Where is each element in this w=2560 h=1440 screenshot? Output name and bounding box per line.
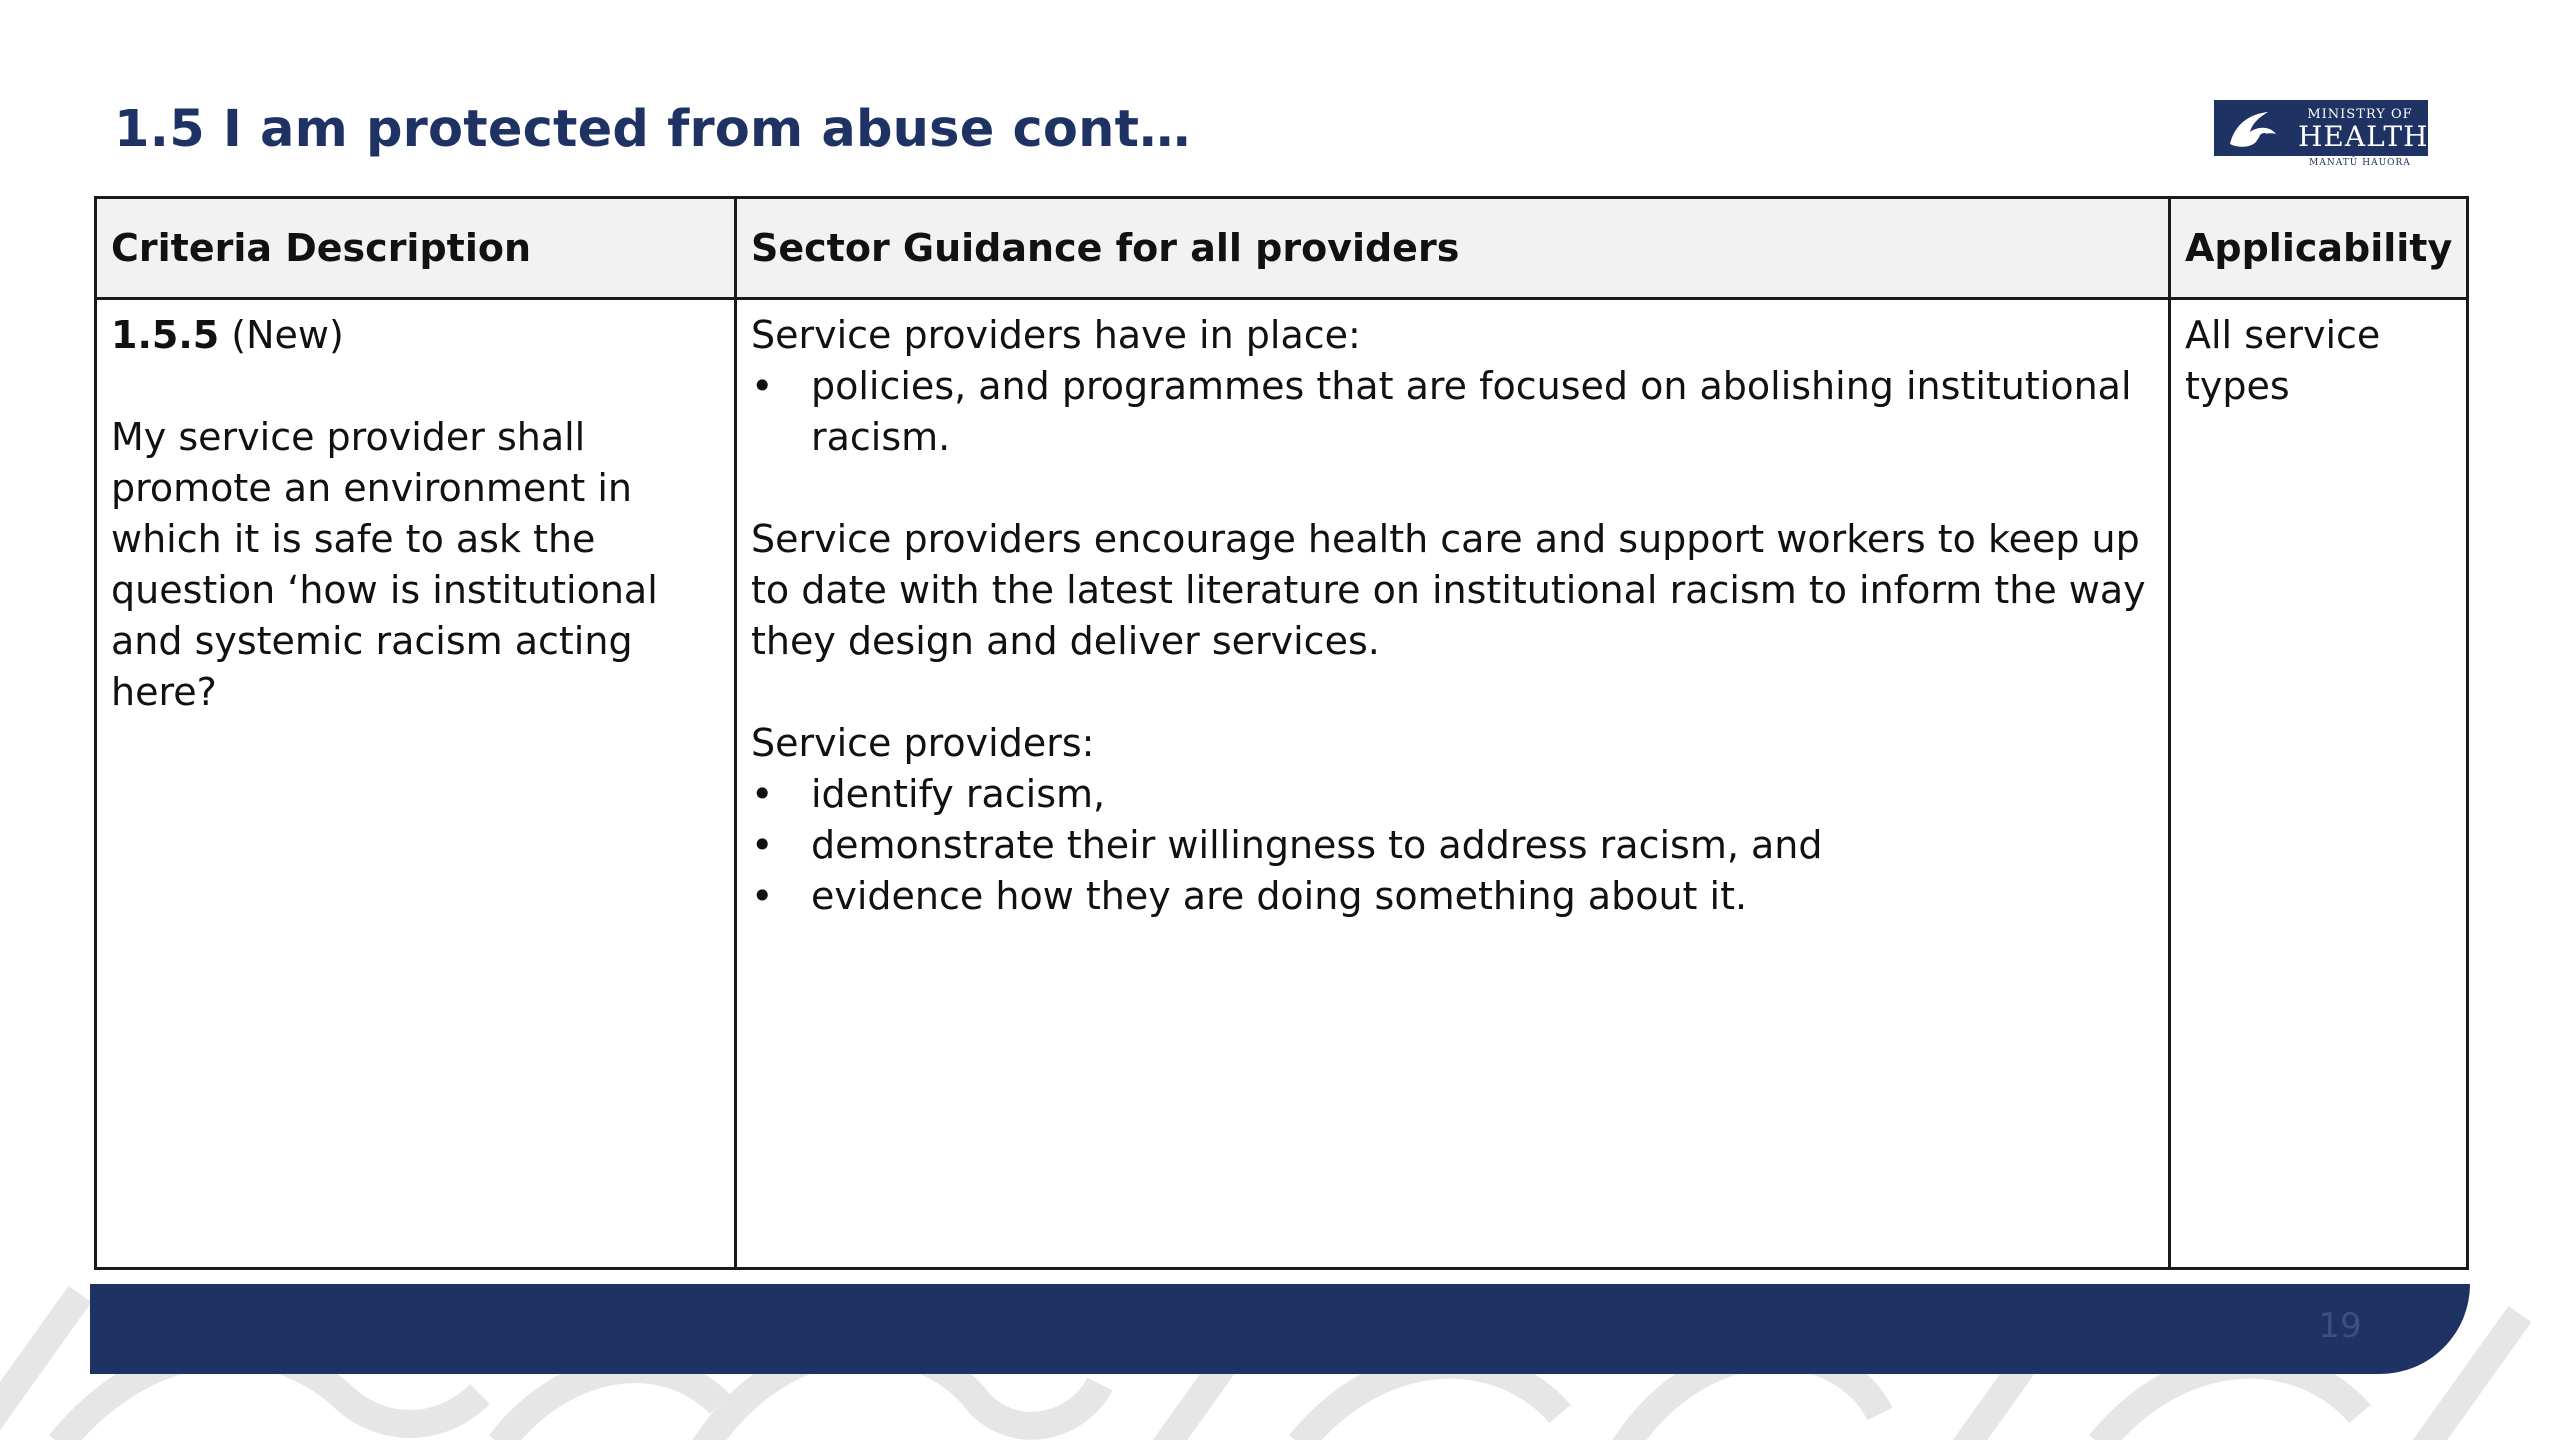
- criteria-table: [94, 196, 2469, 1270]
- table-row: [96, 299, 2468, 1269]
- logo-text-ministry: MINISTRY OF: [2307, 107, 2413, 122]
- applicability-cell: All service types: [2170, 299, 2468, 1269]
- criteria-heading: [111, 310, 720, 361]
- guidance-intro-1: Service providers have in place:: [751, 313, 1361, 357]
- footer-bar: [90, 1284, 2470, 1374]
- page-number: 19: [2318, 1306, 2362, 1346]
- guidance-bullet-list-3: [751, 769, 2154, 922]
- guidance-cell: [736, 299, 2170, 1269]
- criteria-code: 1.5.5: [111, 313, 220, 357]
- list-item: • identify racism,: [751, 769, 2154, 820]
- criteria-text: My service provider shall promote an environment in which it is safe to ask the question ‘how is institutional and systemic racism acting here?: [111, 415, 658, 714]
- guidance-bullet-list-1: [751, 361, 2154, 463]
- criteria-cell: [96, 299, 736, 1269]
- guidance-paragraph-2: Service providers encourage health care and support workers to keep up to date with the latest literature on institutional racism to inform the way they design and deliver services.: [751, 517, 2146, 663]
- ministry-of-health-logo: [2214, 100, 2428, 172]
- logo-text-health: HEALTH: [2298, 120, 2429, 153]
- slide-title: 1.5 I am protected from abuse cont…: [114, 100, 1191, 159]
- logo-text-manatu-hauora: MANATŪ HAUORA: [2309, 158, 2411, 168]
- koru-emblem-icon: [2224, 104, 2284, 152]
- header-criteria-description: Criteria Description: [96, 198, 736, 299]
- table-header-row: [96, 198, 2468, 299]
- criteria-tag: (New): [219, 313, 344, 357]
- header-sector-guidance: Sector Guidance for all providers: [736, 198, 2170, 299]
- list-item: • evidence how they are doing something about it.: [751, 871, 2154, 922]
- logo-box: [2214, 100, 2428, 156]
- list-item: • policies, and programmes that are focused on abolishing institutional racism.: [751, 361, 2154, 463]
- list-item: • demonstrate their willingness to address racism, and: [751, 820, 2154, 871]
- header-applicability: Applicability: [2170, 198, 2468, 299]
- guidance-intro-3: Service providers:: [751, 721, 1095, 765]
